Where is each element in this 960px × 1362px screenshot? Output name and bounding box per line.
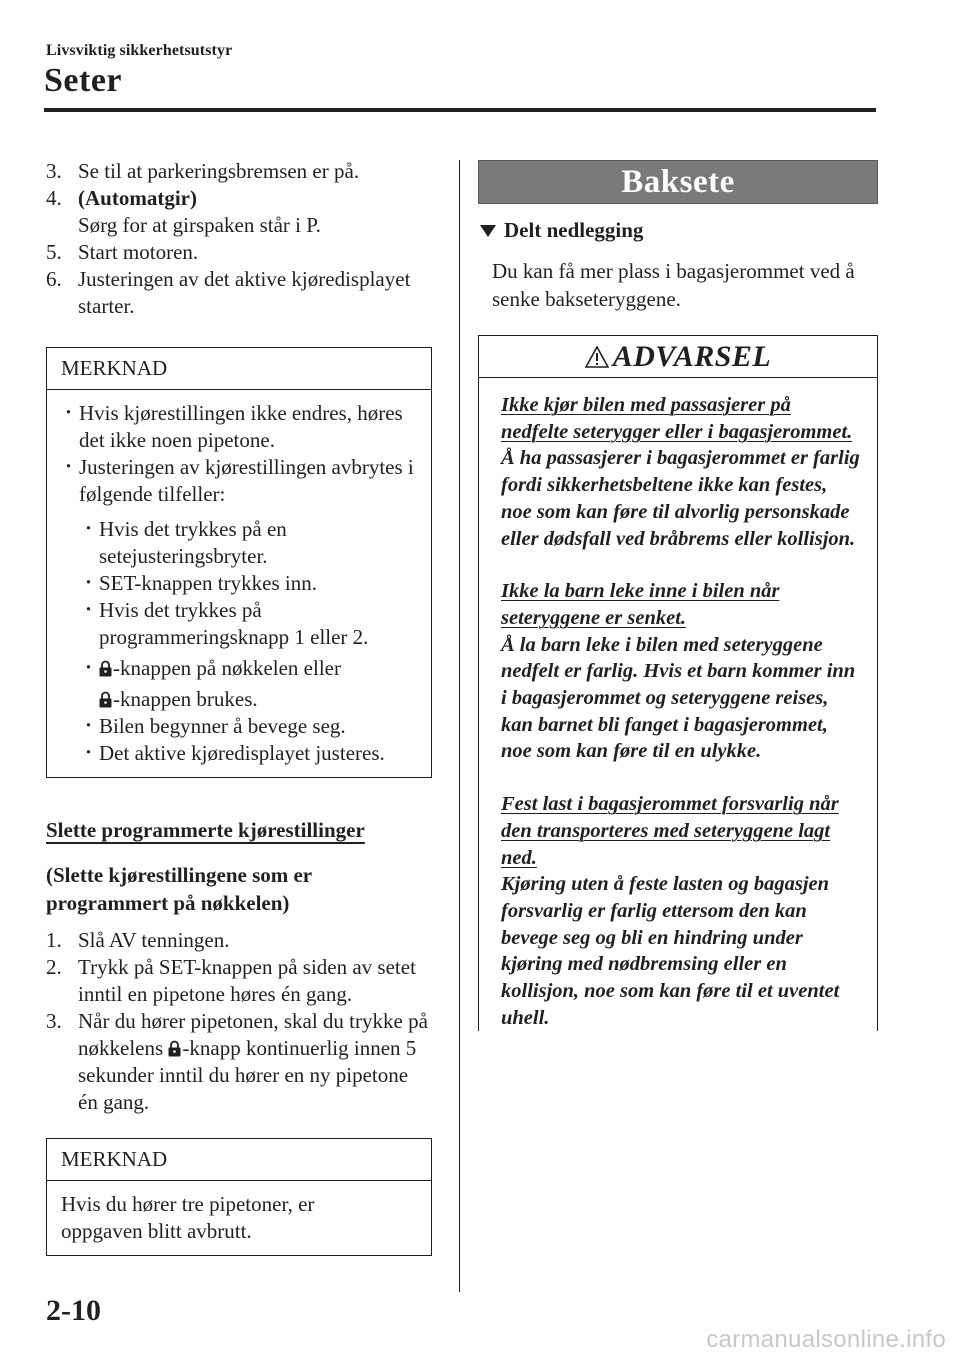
step-number: 2.: [46, 955, 62, 979]
step-number: 5.: [46, 240, 62, 264]
warning-heading: ADVARSEL: [612, 339, 772, 373]
step: [46, 1008, 432, 1116]
lock-icon: [168, 1040, 181, 1057]
note-sub-bullet: · Hvis det trykkes på programmeringsknapp 1 eller 2.: [81, 597, 417, 651]
warning-block: [501, 392, 863, 552]
header-rule: [44, 108, 876, 112]
step-text: Trykk på SET-knappen på siden av setet inntil en pipetone høres én gang.: [78, 955, 416, 1006]
step-text: Slå AV tenningen.: [78, 928, 230, 952]
note-sub-bullet: · Hvis det trykkes på en setejusteringsbryter.: [81, 516, 417, 570]
section-banner: Baksete: [478, 160, 878, 204]
note-sub-bullet: · Bilen begynner å bevege seg.: [81, 713, 417, 740]
step: [46, 239, 432, 266]
warning-text: Å ha passasjerer i bagasjerommet er farlig fordi sikkerhetsbeltene ikke kan festes, noe som kan føre til alvorlig personskade eller dødsfall ved bråbrems eller kollisjon.: [501, 447, 860, 550]
note-sub-bullet-text: -knappen brukes.: [113, 687, 258, 711]
subsection-heading: Slette programmerte kjørestillinger: [46, 818, 365, 842]
warning-title: Ikke la barn leke inne i bilen når seteryggene er senket.: [501, 580, 780, 629]
note-heading: MERKNAD: [47, 348, 431, 390]
note-heading: MERKNAD: [47, 1139, 431, 1181]
step-number: 3.: [46, 1009, 62, 1033]
page-title: Seter: [44, 62, 123, 99]
column-divider: [459, 160, 460, 1292]
lock-icon: [99, 691, 112, 708]
warning-title: Ikke kjør bilen med passasjerer på nedfelte seterygger eller i bagasjerommet.: [501, 394, 853, 443]
note-bullet: · Justeringen av kjørestillingen avbrytes i følgende tilfeller:: [61, 454, 417, 508]
step-text: Sørg for at girspaken står i P.: [78, 213, 321, 237]
intro-text: Du kan få mer plass i bagasjerommet ved å senke bakseteryggene.: [492, 259, 855, 311]
step-bold-label: (Automatgir): [78, 186, 197, 210]
step: [46, 266, 432, 320]
watermark: carmanualsonline.info: [706, 1326, 946, 1353]
step: [46, 927, 432, 954]
page-number: 2-10: [46, 1294, 101, 1327]
note-body: Hvis du hører tre pipetoner, er oppgaven blitt avbrutt.: [61, 1192, 315, 1243]
step-text: Start motoren.: [78, 240, 199, 264]
note-sub-bullet-text: -knappen på nøkkelen eller: [113, 656, 341, 680]
warning-block: [501, 791, 863, 1031]
triangle-down-icon: [480, 225, 496, 237]
topic-heading: Delt nedlegging: [504, 218, 644, 242]
left-column: [46, 158, 432, 1256]
step-text: Justeringen av det aktive kjøredisplayet starter.: [78, 267, 411, 318]
lock-icon: [99, 660, 112, 677]
warning-title: Fest last i bagasjerommet forsvarlig når den transporteres med seteryggene lagt ned.: [501, 793, 839, 869]
warning-text: Å la barn leke i bilen med seteryggene nedfelt er farlig. Hvis et barn kommer inn i bagasjerommet og seteryggene reises, kan barnet bli fanget i bagasjerommet, noe som kan føre til en ulykke.: [501, 633, 856, 763]
header-section: Livsviktig sikkerhetsutstyr: [46, 42, 233, 59]
step: [46, 185, 432, 239]
warning-text: Kjøring uten å feste lasten og bagasjen forsvarlig er farlig ettersom den kan bevege seg og bli en hindring under kjøring med nødbremsing eller en kollisjon, noe som kan føre til et uventet uhell.: [501, 873, 840, 1029]
warning-box: [478, 335, 878, 1031]
note-sub-bullet: · SET-knappen trykkes inn.: [81, 570, 417, 597]
warning-icon: [585, 346, 609, 368]
step: [46, 954, 432, 1008]
note-box: [46, 347, 432, 778]
step-text: Når du hører pipetonen, skal du trykke på nøkkelens: [78, 1009, 428, 1060]
warning-block: [501, 578, 863, 765]
right-column: [478, 160, 878, 1031]
step-number: 6.: [46, 267, 62, 291]
step-number: 1.: [46, 928, 62, 952]
note-box: [46, 1138, 432, 1256]
step-text: -knapp kontinuerlig innen 5 sekunder inntil du hører en ny pipetone én gang.: [78, 1036, 417, 1114]
step: [46, 158, 432, 185]
subsection-subheading: (Slette kjørestillingene som er programmert på nøkkelen): [46, 863, 312, 915]
note-sub-bullet: [81, 655, 417, 713]
step-number: 3.: [46, 159, 62, 183]
note-bullet: · Hvis kjørestillingen ikke endres, høres det ikke noen pipetone.: [61, 400, 417, 454]
step-number: 4.: [46, 186, 62, 210]
note-sub-bullet: · Det aktive kjøredisplayet justeres.: [81, 740, 417, 767]
step-text: Se til at parkeringsbremsen er på.: [78, 159, 360, 183]
